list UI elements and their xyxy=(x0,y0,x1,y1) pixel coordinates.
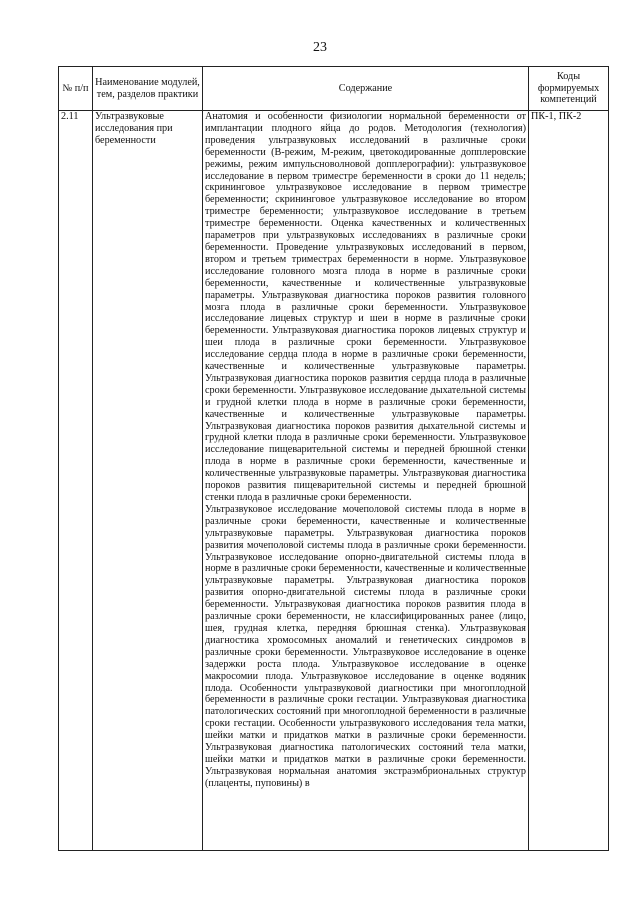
header-number: № п/п xyxy=(59,67,93,111)
row-number: 2.11 xyxy=(59,111,93,851)
header-content: Содержание xyxy=(203,67,529,111)
curriculum-table xyxy=(58,66,609,851)
row-content xyxy=(203,111,529,851)
page-number: 23 xyxy=(313,40,327,55)
row-module: Ультразвуковые исследования при беременности xyxy=(93,111,203,851)
header-codes: Коды формируемых компетенций xyxy=(529,67,609,111)
header-module: Наименование модулей, тем, разделов практики xyxy=(93,67,203,111)
content-paragraph: Анатомия и особенности физиологии нормальной беременности от имплантации плодного яйца до родов. Методология (технология) проведения ультразвуковых исследований в различные сроки беременности (В-режим, М-режим, цветокодированные допплеровские режимы, режим импульсноволновой допплерографии): ультразвуковое исследование в первом триместре беременности в сроки до 11 недель; скрининговое ультразвуковое исследование в первом триместре беременности; скрининговое ультразвуковое исследование во втором триместре беременности; ультразвуковое исследование в третьем триместре беременности. Оценка качественных и количественных параметров при ультразвуковых исследованиях в различные сроки беременности. Проведение ультразвуковых исследований в первом, втором и третьем триместрах беременности в норме. Ультразвуковое исследование головного мозга плода в норме в различные сроки беременности, качественные и количественные ультразвуковые параметры. Ультразвуковая диагностика пороков развития головного мозга плода в различные сроки беременности. Ультразвуковое исследование лицевых структур и шеи в норме в различные сроки беременности. Ультразвуковая диагностика пороков лицевых структур и шеи плода в различные сроки беременности. Ультразвуковое исследование сердца плода в норме в различные сроки беременности, качественные и количественные ультразвуковые параметры. Ультразвуковая диагностика пороков развития сердца плода в различные сроки беременности. Ультразвуковое исследование дыхательной системы и грудной клетки плода в норме в различные сроки беременности, качественные и количественные ультразвуковые параметры. Ультразвуковая диагностика пороков развития дыхательной системы и грудной клетки плода в различные сроки беременности. Ультразвуковое исследование пищеварительной системы и передней брюшной стенки плода в норме в различные сроки беременности, качественные и количественные ультразвуковые параметры. Ультразвуковая диагностика пороков развития пищеварительной системы и передней брюшной стенки плода в различные сроки беременности. xyxy=(205,111,526,503)
content-paragraph: Ультразвуковое исследование мочеполовой системы плода в норме в различные сроки беременности, качественные и количественные ультразвуковые параметры. Ультразвуковая диагностика пороков развития мочеполовой системы плода в различные сроки беременности. Ультразвуковое исследование опорно-двигательной системы плода в норме в различные сроки беременности, качественные и количественные ультразвуковые параметры. Ультразвуковая диагностика пороков развития опорно-двигательной системы плода в различные сроки беременности. Ультразвуковая диагностика пороков развития плода в различные сроки беременности, не классифицированных ранее (лицо, шея, грудная клетка, передняя брюшная стенка). Ультразвуковая диагностика хромосомных аномалий и генетических синдромов в различные сроки беременности. Ультразвуковое исследование в оценке задержки роста плода. Ультразвуковое исследование в оценке макросомии плода. Ультразвуковое исследование в оценке водяник плода. Особенности ультразвуковой диагностики при многоплодной беременности в различные сроки гестации. Ультразвуковая диагностика патологических состояний при многоплодной беременности в различные сроки гестации. Особенности ультразвукового исследования тела матки, шейки матки и придатков матки в различные сроки беременности. Ультразвуковая диагностика патологических состояний тела матки, шейки матки и придатков матки в различные сроки беременности. Ультразвуковая нормальная анатомия экстраэмбриональных структур (плаценты, пуповины) в xyxy=(205,503,526,789)
row-codes: ПК-1, ПК-2 xyxy=(529,111,609,851)
table-header-row xyxy=(59,67,609,111)
table-row xyxy=(59,111,609,851)
